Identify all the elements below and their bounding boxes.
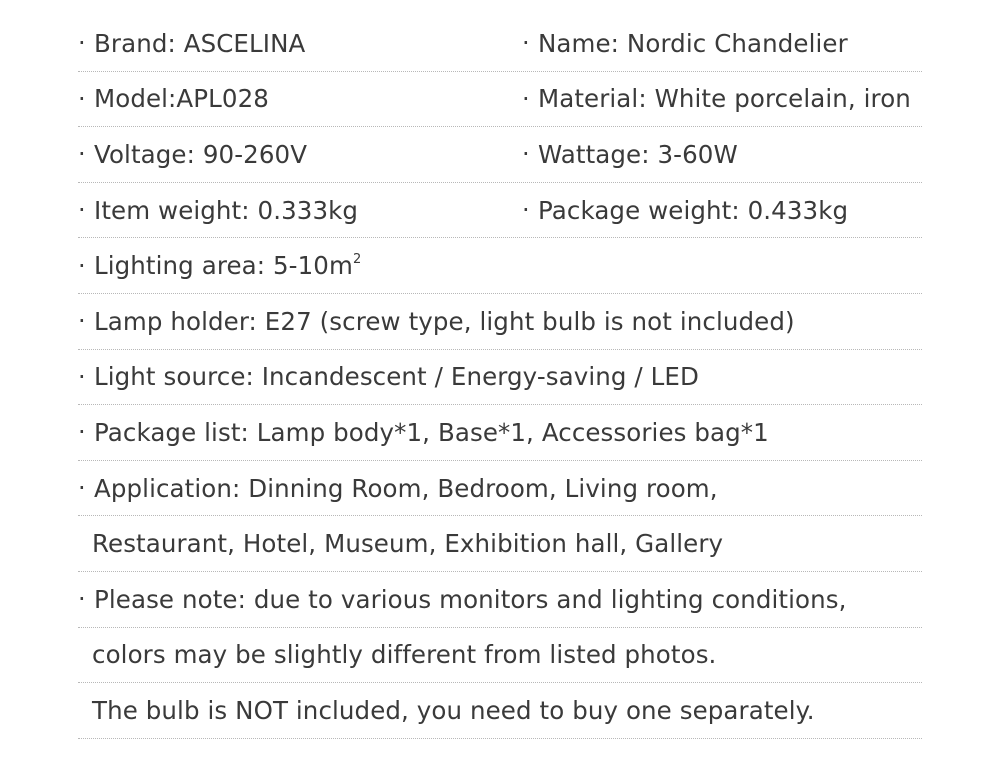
spec-row-application-1 bbox=[78, 461, 922, 517]
spec-item-weight bbox=[78, 183, 358, 238]
spec-brand bbox=[78, 16, 305, 71]
spec-lamp-holder-text: Lamp holder: E27 (screw type, light bulb is not included) bbox=[94, 306, 795, 336]
spec-row-application-2 bbox=[78, 516, 922, 572]
spec-note bbox=[78, 572, 847, 627]
spec-lighting-area-value: Lighting area: 5-10m bbox=[94, 251, 353, 281]
spec-row-brand-name bbox=[78, 16, 922, 72]
spec-row-note-3 bbox=[78, 683, 922, 739]
spec-lamp-holder bbox=[78, 294, 795, 349]
bullet: · bbox=[78, 474, 86, 503]
spec-row-note-1 bbox=[78, 572, 922, 628]
spec-application-text-2: Restaurant, Hotel, Museum, Exhibition hall, Gallery bbox=[92, 529, 724, 559]
spec-application-text-1: Application: Dinning Room, Bedroom, Living room, bbox=[94, 473, 718, 503]
spec-voltage-text: Voltage: 90-260V bbox=[94, 139, 308, 169]
spec-package-weight-text: Package weight: 0.433kg bbox=[538, 195, 849, 225]
spec-application bbox=[78, 461, 718, 516]
spec-name bbox=[522, 16, 848, 71]
spec-note-continued bbox=[78, 628, 716, 683]
bullet: · bbox=[78, 29, 86, 58]
spec-package-list-text: Package list: Lamp body*1, Base*1, Accessories bag*1 bbox=[94, 417, 769, 447]
spec-material bbox=[522, 72, 911, 127]
spec-item-weight-text: Item weight: 0.333kg bbox=[94, 195, 359, 225]
spec-package-weight bbox=[522, 183, 848, 238]
bullet: · bbox=[78, 196, 86, 225]
bullet: · bbox=[78, 251, 86, 280]
spec-model-text: Model:APL028 bbox=[94, 84, 269, 114]
spec-package-list bbox=[78, 405, 769, 460]
spec-sheet bbox=[78, 16, 922, 739]
spec-light-source bbox=[78, 350, 699, 405]
spec-application-continued bbox=[78, 516, 723, 571]
spec-row-lamp-holder bbox=[78, 294, 922, 350]
spec-wattage bbox=[522, 127, 738, 182]
bullet: · bbox=[522, 29, 530, 58]
spec-note-text-1: Please note: due to various monitors and lighting conditions, bbox=[94, 584, 847, 614]
spec-row-package-list bbox=[78, 405, 922, 461]
spec-row-weights bbox=[78, 183, 922, 239]
spec-model bbox=[78, 72, 269, 127]
spec-light-source-text: Light source: Incandescent / Energy-saving / LED bbox=[94, 362, 699, 392]
spec-row-model-material bbox=[78, 72, 922, 128]
spec-lighting-area-superscript: 2 bbox=[352, 252, 362, 268]
spec-row-lighting-area bbox=[78, 238, 922, 294]
bullet: · bbox=[522, 84, 530, 113]
bullet: · bbox=[78, 140, 86, 169]
spec-row-light-source bbox=[78, 350, 922, 406]
bullet: · bbox=[78, 362, 86, 391]
spec-name-text: Name: Nordic Chandelier bbox=[538, 28, 848, 58]
spec-note-text-2: colors may be slightly different from listed photos. bbox=[92, 640, 717, 670]
spec-brand-text: Brand: ASCELINA bbox=[94, 28, 306, 58]
spec-row-voltage-wattage bbox=[78, 127, 922, 183]
bullet: · bbox=[522, 140, 530, 169]
spec-material-text: Material: White porcelain, iron bbox=[538, 84, 911, 114]
spec-lighting-area-text bbox=[94, 251, 361, 280]
bullet: · bbox=[78, 585, 86, 614]
spec-row-note-2 bbox=[78, 628, 922, 684]
spec-wattage-text: Wattage: 3-60W bbox=[538, 139, 738, 169]
spec-voltage bbox=[78, 127, 307, 182]
spec-note-bulb bbox=[78, 683, 815, 738]
bullet: · bbox=[78, 307, 86, 336]
bullet: · bbox=[522, 196, 530, 225]
bullet: · bbox=[78, 84, 86, 113]
bullet: · bbox=[78, 418, 86, 447]
spec-note-text-3: The bulb is NOT included, you need to buy one separately. bbox=[92, 695, 815, 725]
spec-lighting-area bbox=[78, 238, 361, 293]
